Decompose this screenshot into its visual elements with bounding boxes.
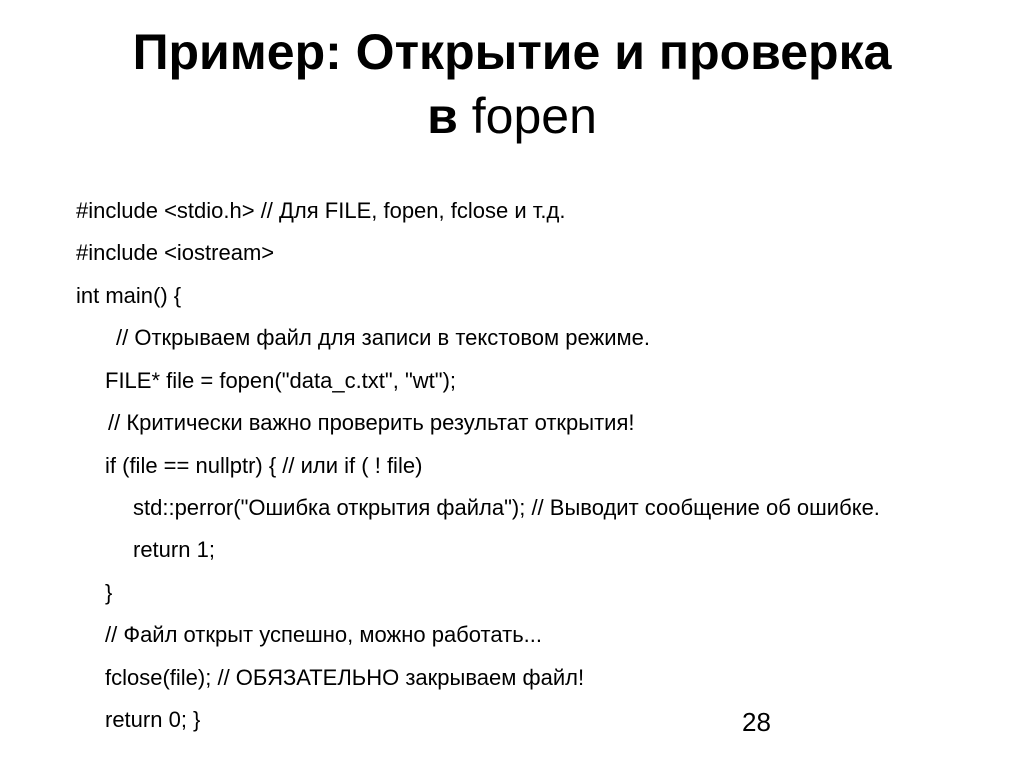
slide-title-line-2-normal: fopen bbox=[457, 88, 597, 144]
code-line-5: FILE* file = fopen("data_c.txt", "wt"); bbox=[105, 368, 457, 393]
code-line-10: } bbox=[105, 580, 113, 605]
code-line-3: int main() { bbox=[76, 283, 182, 308]
slide-title-line-1: Пример: Открытие и проверка bbox=[132, 24, 892, 80]
code-line-11: // Файл открыт успешно, можно работать... bbox=[105, 622, 542, 647]
slide-title-line-2-bold: в bbox=[427, 88, 458, 144]
code-line-9: return 1; bbox=[133, 537, 215, 562]
code-line-2: #include <iostream> bbox=[76, 240, 275, 265]
code-line-12: fclose(file); // ОБЯЗАТЕЛЬНО закрываем файл! bbox=[105, 665, 585, 690]
code-line-7: if (file == nullptr) { // или if ( ! file) bbox=[105, 453, 423, 478]
code-line-13: return 0; } bbox=[105, 707, 201, 732]
code-line-4: // Открываем файл для записи в текстовом режиме. bbox=[116, 325, 650, 350]
code-line-6: // Критически важно проверить результат открытия! bbox=[108, 410, 635, 435]
code-line-8: std::perror("Ошибка открытия файла"); // Выводит сообщение об ошибке. bbox=[133, 495, 880, 520]
code-line-1: #include <stdio.h> // Для FILE, fopen, fclose и т.д. bbox=[76, 198, 566, 223]
page-number: 28 bbox=[742, 707, 771, 737]
